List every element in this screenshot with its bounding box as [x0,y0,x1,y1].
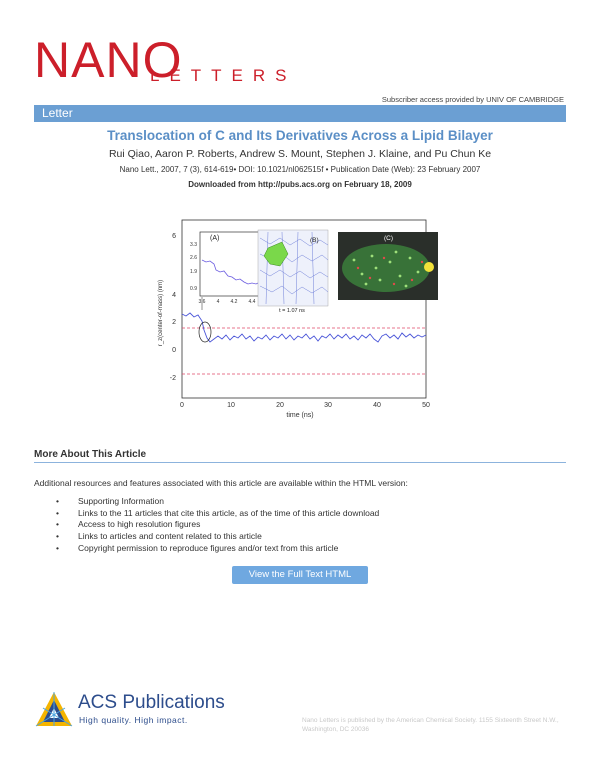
y-axis-label: r_z(center-of-mass) (nm) [158,279,164,347]
acs-logo-icon [34,690,74,730]
panel-a-label: (A) [210,235,220,242]
x-tick: 40 [373,402,381,409]
list-item[interactable] [56,543,379,555]
panel-b-label: (B) [310,237,319,244]
x-tick: 10 [227,402,235,409]
subscriber-access-note: Subscriber access provided by UNIV OF CAMBRIDGE [381,95,564,104]
inset-x-tick: 4.2 [230,299,238,305]
bullet-icon: • [56,531,59,542]
publisher-name: ACS Publications [78,692,225,713]
inset-x-tick: 3.6 [198,299,206,305]
section-divider [34,462,566,463]
y-tick: 2 [172,319,176,326]
resource-list [56,496,379,554]
x-tick: 20 [276,402,284,409]
list-item-label: Copyright permission to reproduce figures and/or text from this article [78,542,339,553]
resources-text: Additional resources and features associated with this article are available within the HTML version: [34,478,408,488]
inset-y-tick: 2.6 [190,255,197,261]
publisher-note: Nano Letters is published by the American Chemical Society. 1155 Sixteenth Street N.W., Washington, DC 20036 [302,717,559,733]
list-item-label: Links to the 11 articles that cite this article, as of the time of this article download [78,507,380,518]
panel-c-cloud [342,244,430,292]
list-item-label: Supporting Information [78,496,164,506]
toc-figure [150,218,440,423]
bullet-icon: • [56,519,59,530]
journal-logo-letters: LETTERS [150,66,297,85]
bullet-icon: • [56,507,59,518]
list-item[interactable] [56,519,379,531]
list-item[interactable] [56,531,379,543]
y-tick: 6 [172,233,176,240]
x-tick: 50 [422,402,430,409]
panel-b-caption: t = 1.07 ns [279,308,305,314]
bullet-icon: • [56,496,59,506]
inset-y-tick: 3.3 [190,242,197,248]
trajectory-line [182,313,426,342]
download-note: Downloaded from http://pubs.acs.org on February 18, 2009 [188,180,412,189]
list-item[interactable] [56,496,379,508]
article-authors: Rui Qiao, Aaron P. Roberts, Andrew S. Mount, Stephen J. Klaine, and Pu Chun Ke [108,148,492,160]
x-tick: 0 [180,402,184,409]
y-tick: -2 [169,375,176,382]
inset-x-tick: 4.4 [248,299,256,305]
inset-y-tick: 0.9 [190,286,197,292]
list-item[interactable] [56,508,379,520]
section-label: Letter [42,106,73,120]
article-title[interactable]: Translocation of C and Its Derivatives Across a Lipid Bilayer [107,128,493,143]
panel-c-yellow-particle [424,262,434,272]
section-bar [34,105,566,122]
article-citation: Nano Lett., 2007, 7 (3), 614-619• DOI: 10.1021/nl062515f • Publication Date (Web): 23 February 2007 [119,165,481,174]
journal-logo-nano: NANO [34,32,183,88]
inset-x-tick: 4 [216,299,220,305]
publisher-tagline: High quality. High impact. [79,715,188,725]
list-item-label: Links to articles and content related to this article [78,531,262,542]
y-tick: 4 [172,292,176,299]
bullet-icon: • [56,542,59,553]
y-tick: 0 [172,347,176,354]
x-axis-label: time (ns) [286,412,314,419]
list-item-label: Access to high resolution figures [78,519,201,530]
inset-y-tick: 1.9 [190,269,197,275]
more-about-heading: More About This Article [34,449,147,460]
x-tick: 30 [324,402,332,409]
panel-c-label: (C) [384,235,394,242]
view-full-text-button[interactable]: View the Full Text HTML [232,566,368,584]
